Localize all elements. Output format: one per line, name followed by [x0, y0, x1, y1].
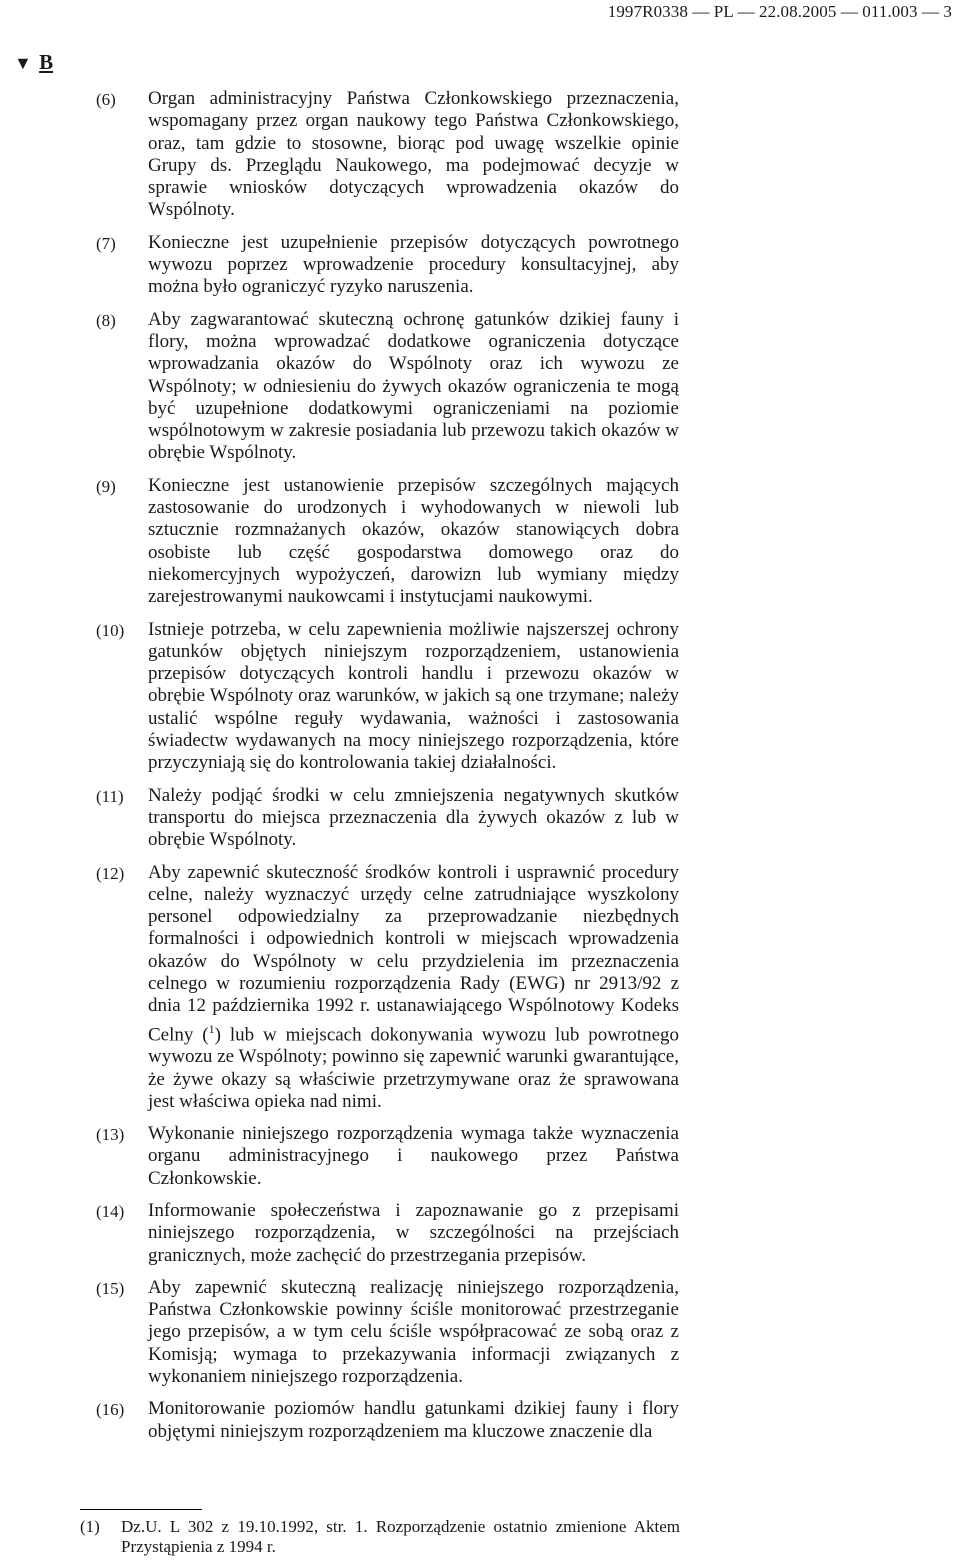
recital-12 [0, 862, 960, 1114]
recital-number: (15) [96, 1278, 125, 1298]
recital-11 [0, 785, 960, 852]
footnote [80, 1517, 680, 1557]
consolidation-marker[interactable] [14, 50, 53, 75]
recital-15 [0, 1277, 960, 1388]
recital-number: (9) [96, 476, 116, 496]
recital-6 [0, 88, 960, 222]
recital-number: (7) [96, 233, 116, 253]
marker-link[interactable]: B [39, 50, 54, 74]
recital-number: (6) [96, 90, 116, 109]
recital-text: Aby zagwarantować skuteczną ochronę gatunków dzikiej fauny i flory, można wprowadzać dodatkowe ograniczenia dotyczące wprowadzania okazów do Wspólnoty oraz ich wywozu ze Wspólnoty; w odniesieniu do żywych okazów ograniczenia te mogą być uzupełnione dodatkowymi ograniczeniami na poziomie wspólnotowym w zakresie posiadania lub przewozu takich okazów w obrębie Wspólnoty. [148, 308, 679, 464]
recital-9 [0, 475, 960, 609]
footnote-separator [80, 1509, 202, 1510]
triangle-down-icon: ▼ [14, 53, 32, 73]
recital-text: Należy podjąć środki w celu zmniejszenia negatywnych skutków transportu do miejsca przeznaczenia dla żywych okazów z lub w obrębie Wspólnoty. [148, 784, 679, 851]
recital-text: Konieczne jest ustanowienie przepisów szczególnych mających zastosowanie do urodzonych i wyhodowanych w niewoli lub sztucznie rozmnażanych okazów, okazów stanowiących dobra osobiste lub część gospodarstwa domowego oraz do niekomercyjnych wypożyczeń, darowizn lub wymiany między zarejestrowanymi naukowcami i instytucjami naukowymi. [148, 474, 679, 608]
recital-text: Informowanie społeczeństwa i zapoznawanie go z przepisami niniejszego rozporządzenia, w szczególności na przejściach granicznych, może zachęcić do przestrzegania przepisów. [148, 1199, 679, 1266]
recital-number: (14) [96, 1201, 125, 1221]
recital-text: Istnieje potrzeba, w celu zapewnienia możliwie najszerszej ochrony gatunków objętych niniejszym rozporządzeniem, ustanowienia przepisów dotyczących kontroli handlu i przewozu okazów w obrębie Wspólnoty oraz warunków, w jakich są one trzymane; należy ustalić wspólne reguły wydawania, ważności i zastosowania świadectw wydawanych na mocy niniejszego rozporządzenia, które przyczyniają się do kontrolowania takiej działalności. [148, 618, 679, 774]
recital-8 [0, 309, 960, 465]
footnote-text: Dz.U. L 302 z 19.10.1992, str. 1. Rozporządzenie ostatnio zmienione Aktem Przystąpienia z 1994 r. [121, 1517, 680, 1556]
recital-number: (13) [96, 1125, 125, 1145]
recital-text: Wykonanie niniejszego rozporządzenia wymaga także wyznaczenia organu administracyjnego i naukowego przez Państwa Członkowskie. [148, 1123, 679, 1189]
recital-text: Aby zapewnić skuteczność środków kontroli i usprawnić procedury celne, należy wyznaczyć urzędy celne zatrudniające wyszkolony personel odpowiedzialny za przeprowadzanie niezbędnych formalności i odpowiednich kontroli w miejscach wprowadzenia okazów do Wspólnoty w celu przydzielenia im przeznaczenia celnego w rozumieniu rozporządzenia Rady (EWG) nr 2913/92 z dnia 12 października 1992 r. ustanawiającego Wspólnotowy Kodeks Celny ($^1$) lub w miejscach dokonywania wywozu lub powrotnego wywozu ze Wspólnoty; powinno się zapewnić warunki gwarantujące, że żywe okazy są właściwie przetrzymywane oraz że sprawowana jest właściwa opieka nad nimi. [148, 861, 679, 1112]
document-reference: 1997R0338 — PL — 22.08.2005 — 011.003 — 3 [607, 2, 952, 21]
recital-14 [0, 1200, 960, 1267]
footnote-reference[interactable]: 1 [208, 1021, 215, 1036]
recital-16 [0, 1398, 960, 1443]
recital-number: (11) [96, 786, 124, 806]
recital-text: Aby zapewnić skuteczną realizację niniejszego rozporządzenia, Państwa Członkowskie powinny ściśle monitorować przestrzeganie jego przepisów, a w tym celu ściśle współpracować ze sobą oraz z Komisją; wymaga to przekazywania informacji związanych z wykonaniem niniejszego rozporządzenia. [148, 1276, 679, 1388]
recital-10 [0, 619, 960, 775]
recital-number: (10) [96, 620, 125, 640]
recital-7 [0, 232, 960, 299]
recital-number: (16) [96, 1400, 125, 1420]
footnote-marker: (1) [80, 1517, 100, 1536]
recital-text: Konieczne jest uzupełnienie przepisów dotyczących powrotnego wywozu poprzez wprowadzenie procedury konsultacyjnej, aby można było ograniczyć ryzyko naruszenia. [148, 231, 679, 298]
recital-number: (12) [96, 863, 125, 883]
recital-13 [0, 1123, 960, 1190]
recital-text: Organ administracyjny Państwa Członkowskiego przeznaczenia, wspomagany przez organ naukowy tego Państwa Członkowskiego, oraz, tam gdzie to stosowne, biorąc pod uwagę wszelkie opinie Grupy ds. Przeglądu Naukowego, ma podejmować decyzje w sprawie wniosków dotyczących wprowadzenia okazów do Wspólnoty. [148, 88, 679, 221]
recitals-list [0, 88, 960, 1453]
recital-number: (8) [96, 310, 116, 330]
recital-text: Monitorowanie poziomów handlu gatunkami dzikiej fauny i flory objętymi niniejszym rozporządzeniem ma kluczowe znaczenie dla [148, 1398, 679, 1442]
